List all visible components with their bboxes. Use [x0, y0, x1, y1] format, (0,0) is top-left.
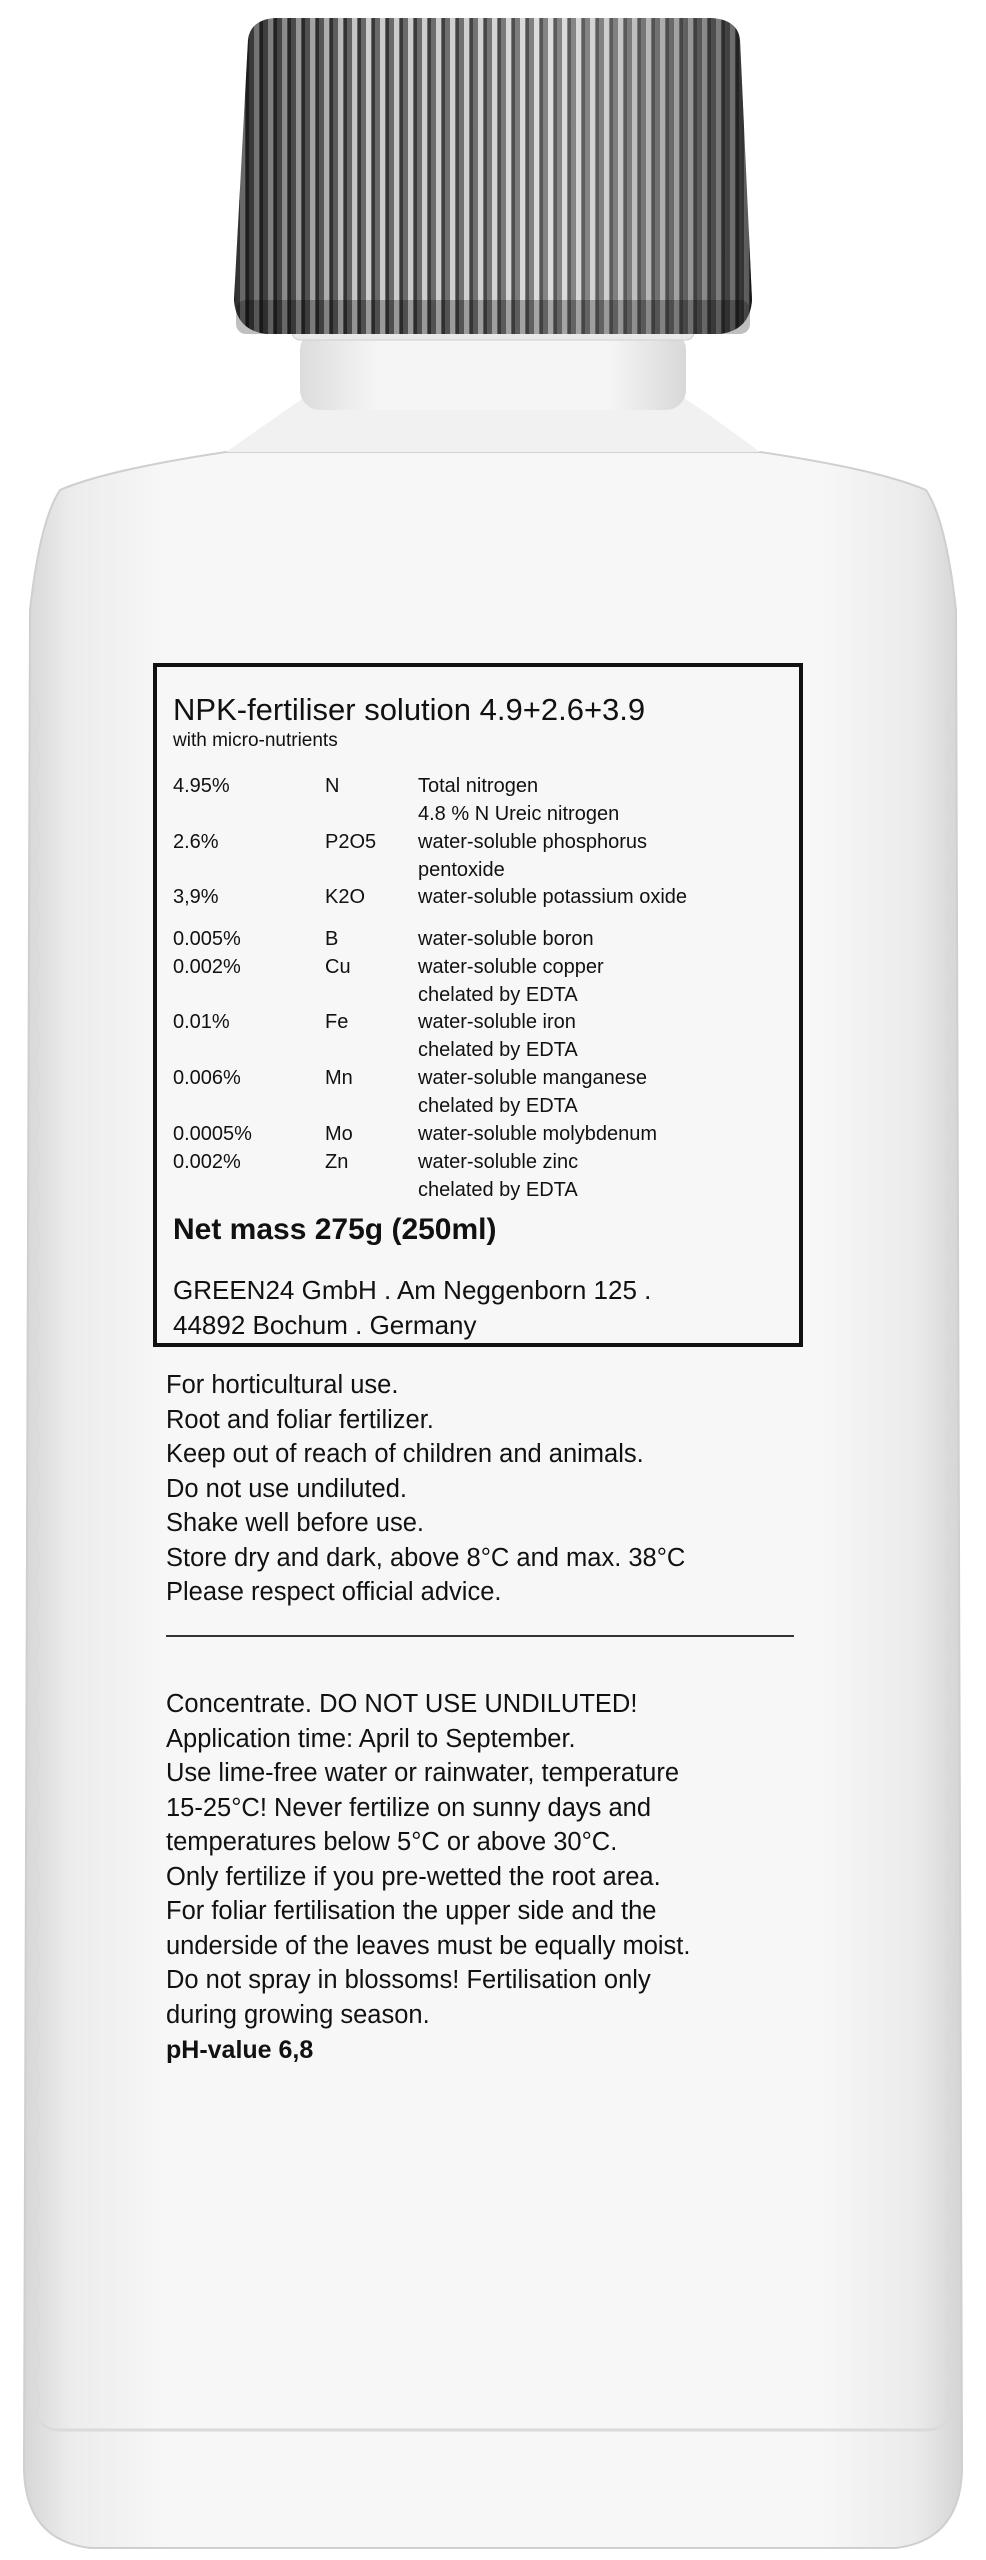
nutrient-description: water-soluble potassium oxide — [418, 886, 688, 908]
nutrient-description: chelated by EDTA — [418, 1038, 578, 1061]
nutrient-percent: 0.006% — [173, 1067, 241, 1089]
text-line: For horticultural use. — [166, 1371, 399, 1399]
nutrient-symbol: N — [325, 775, 340, 797]
nutrient-description: chelated by EDTA — [418, 983, 578, 1006]
net-mass: Net mass 275g (250ml) — [173, 1213, 497, 1246]
text-line: Concentrate. DO NOT USE UNDILUTED! — [166, 1690, 638, 1718]
product-subtitle: with micro-nutrients — [173, 730, 338, 751]
nutrient-symbol: P2O5 — [325, 831, 377, 853]
usage-notes — [166, 1368, 806, 1610]
manufacturer-address-line1: GREEN24 GmbH . Am Neggenborn 125 . — [173, 1275, 652, 1305]
text-line: For foliar fertilisation the upper side and the — [166, 1897, 657, 1925]
text-line: 15-25°C! Never fertilize on sunny days and — [166, 1793, 652, 1822]
nutrient-description: chelated by EDTA — [418, 1178, 578, 1201]
text-line: Keep out of reach of children and animals. — [166, 1440, 644, 1468]
nutrient-description: water-soluble manganese — [418, 1067, 648, 1089]
nutrient-percent: 0.002% — [173, 956, 241, 978]
text-line: Do not use undiluted. — [166, 1474, 408, 1503]
nutrient-description: water-soluble zinc — [418, 1151, 579, 1173]
nutrient-description: pentoxide — [418, 858, 505, 881]
ph-value: pH-value 6,8 — [166, 2036, 314, 2064]
nutrient-percent: 3,9% — [173, 886, 219, 908]
text-line: underside of the leaves must be equally moist. — [166, 1931, 691, 1960]
nutrient-description: 4.8 % N Ureic nitrogen — [418, 802, 620, 825]
nutrient-percent: 0.01% — [173, 1011, 230, 1033]
text-line: Please respect official advice. — [166, 1578, 502, 1606]
nutrient-symbol: Mo — [325, 1123, 353, 1145]
product-title: NPK-fertiliser solution 4.9+2.6+3.9 — [173, 692, 646, 727]
nutrient-symbol: Zn — [325, 1151, 349, 1173]
text-line: Store dry and dark, above 8°C and max. 38°C — [166, 1543, 686, 1572]
nutrient-description: water-soluble copper — [418, 956, 604, 978]
text-line: Root and foliar fertilizer. — [166, 1405, 434, 1434]
text-line: Shake well before use. — [166, 1509, 424, 1537]
text-line: temperatures below 5°C or above 30°C. — [166, 1828, 618, 1856]
instructions — [166, 1687, 806, 2032]
nutrient-description: water-soluble iron — [418, 1011, 576, 1033]
nutrient-description: chelated by EDTA — [418, 1094, 578, 1117]
bottle-neck — [300, 330, 686, 410]
nutrient-percent: 0.002% — [173, 1151, 241, 1173]
nutrient-symbol: Cu — [325, 956, 351, 978]
text-line: Only fertilize if you pre-wetted the root area. — [166, 1862, 661, 1891]
manufacturer-address-line2: 44892 Bochum . Germany — [173, 1310, 477, 1340]
divider — [166, 1635, 794, 1637]
nutrient-symbol: B — [325, 928, 339, 950]
nutrient-percent: 4.95% — [173, 775, 230, 797]
nutrient-description: water-soluble molybdenum — [418, 1123, 658, 1145]
nutrient-percent: 0.0005% — [173, 1123, 252, 1145]
nutrient-description: Total nitrogen — [418, 775, 539, 797]
nutrient-percent: 2.6% — [173, 831, 219, 853]
nutrient-symbol: K2O — [325, 886, 366, 908]
nutrient-description: water-soluble phosphorus — [418, 831, 648, 853]
nutrient-percent: 0.005% — [173, 928, 241, 950]
text-line: Do not spray in blossoms! Fertilisation only — [166, 1966, 651, 1994]
nutrient-symbol: Mn — [325, 1067, 353, 1089]
text-line: Use lime-free water or rainwater, temperature — [166, 1759, 680, 1787]
nutrient-description: water-soluble boron — [418, 928, 594, 950]
text-line: during growing season. — [166, 2000, 430, 2029]
text-line: Application time: April to September. — [166, 1724, 576, 1753]
nutrient-symbol: Fe — [325, 1011, 349, 1033]
